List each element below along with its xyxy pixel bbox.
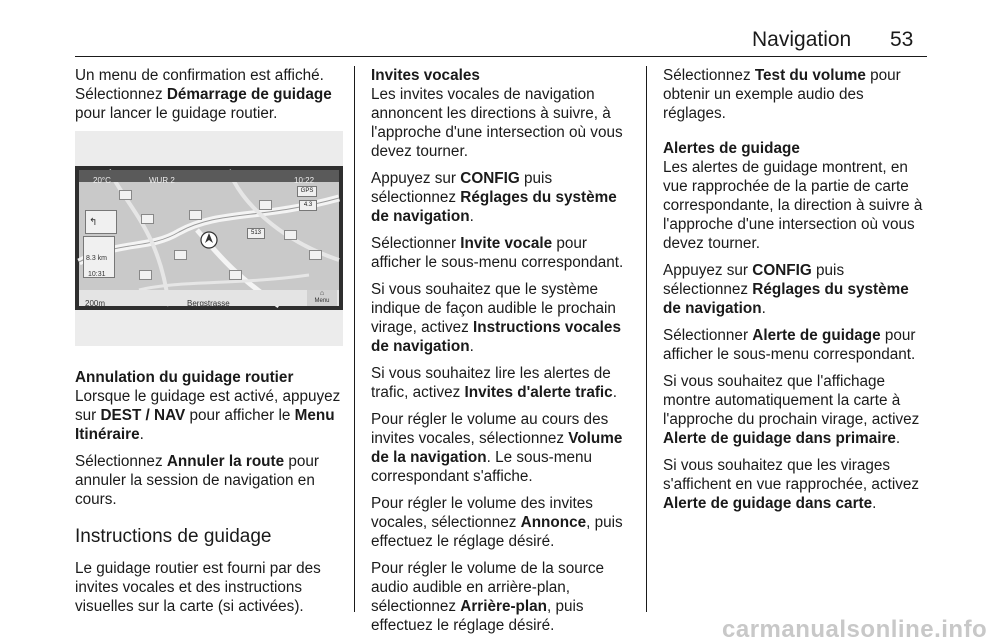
instructions-paragraph: Le guidage routier est fourni par des invites vocales et des instructions visuelles sur la carte (si activées). — [75, 560, 321, 615]
cancel-intro: Annulation du guidage routier Lorsque le guidage est activé, appuyez sur DEST / NAV pour afficher le Menu Itinéraire. — [75, 368, 343, 444]
instructions-heading: Instructions de guidage — [75, 526, 272, 547]
bottom-bar — [79, 290, 339, 306]
map-scale: 200m — [85, 299, 106, 308]
watermark: carmanualsonline.info — [722, 616, 987, 643]
gps-indicator: GPS — [297, 186, 317, 197]
turn-left-icon: ↰ — [89, 217, 98, 228]
trip-info-panel: 8.3 km 10:31 — [83, 236, 115, 278]
column-2 — [371, 66, 633, 643]
voice-background-step: Pour régler le volume de la source audio audible en arrière-plan, sélectionnez Arrière-plan, puis effectuez le réglage désiré. — [371, 560, 604, 634]
alerts-config-step: Appuyez sur CONFIG puis sélectionnez Réglages du système de navigation. — [663, 262, 909, 317]
voice-select-step: Sélectionner Invite vocale pour afficher le sous-menu correspondant. — [371, 235, 624, 271]
voice-traffic-step: Si vous souhaitez lire les alertes de trafic, activez Invites d'alerte trafic. — [371, 365, 617, 401]
confirm-paragraph: Un menu de confirmation est affiché. Sélectionnez Démarrage de guidage pour lancer le guidage routier. — [75, 67, 332, 122]
column-3 — [663, 66, 928, 521]
cancel-step: Sélectionnez Annuler la route pour annuler la session de navigation en cours. — [75, 453, 320, 508]
alerts-map-step: Si vous souhaitez que les virages s'affichent en vue rapprochée, activez Alerte de guidage dans carte. — [663, 457, 920, 512]
road-number-tag: 513 — [247, 228, 265, 239]
header-rule — [75, 56, 927, 57]
column-divider-1 — [354, 66, 355, 612]
navigation-screen-figure — [75, 131, 343, 346]
page-number: 53 — [890, 28, 914, 51]
turn-indicator — [85, 210, 117, 234]
voice-config-step: Appuyez sur CONFIG puis sélectionnez Réglages du système de navigation. — [371, 170, 617, 225]
volume-test-step: Sélectionnez Test du volume pour obtenir un exemple audio des réglages. — [663, 67, 901, 122]
display-bezel — [75, 166, 343, 310]
alerts-heading: Alertes de guidage — [663, 140, 800, 157]
voice-announce-step: Pour régler le volume des invites vocales, sélectionnez Annonce, puis effectuez le réglage désiré. — [371, 495, 623, 550]
alerts-intro: Alertes de guidage Les alertes de guidage montrent, en vue rapprochée de la partie de carte correspondante, la direction à suivre à l'approche d'une intersection où vous devez tourner. — [663, 139, 928, 253]
map-view — [79, 170, 339, 306]
page-header — [0, 0, 960, 54]
column-1 — [75, 66, 343, 624]
menu-icon: ⌂ — [319, 290, 325, 297]
voice-intro: Invites vocales Les invites vocales de navigation annoncent les directions à suivre, à l'approche d'une intersection où vous devez tourner. — [371, 66, 633, 161]
section-title: Navigation — [752, 28, 852, 51]
cancel-heading: Annulation du guidage routier — [75, 369, 294, 386]
menu-button[interactable]: ⌂ Menu — [307, 290, 337, 306]
column-divider-2 — [646, 66, 647, 612]
voice-turn-step: Si vous souhaitez que le système indique de façon audible le prochain virage, activez Instructions vocales de navigation. — [371, 281, 621, 355]
alerts-primary-step: Si vous souhaitez que l'affichage montre automatiquement la carte à l'approche du prochain virage, activez Alerte de guidage dans primaire. — [663, 373, 920, 447]
alerts-select-step: Sélectionner Alerte de guidage pour afficher le sous-menu correspondant. — [663, 327, 916, 363]
distance-tag: 4.3 — [299, 200, 317, 211]
status-bar: 20°C WUR 2 10:22 — [79, 170, 339, 182]
voice-heading: Invites vocales — [371, 67, 480, 84]
voice-volume-step: Pour régler le volume au cours des invites vocales, sélectionnez Volume de la navigation. Le sous-menu correspondant s'affiche. — [371, 411, 623, 485]
current-street: Bergstrasse — [187, 299, 230, 308]
